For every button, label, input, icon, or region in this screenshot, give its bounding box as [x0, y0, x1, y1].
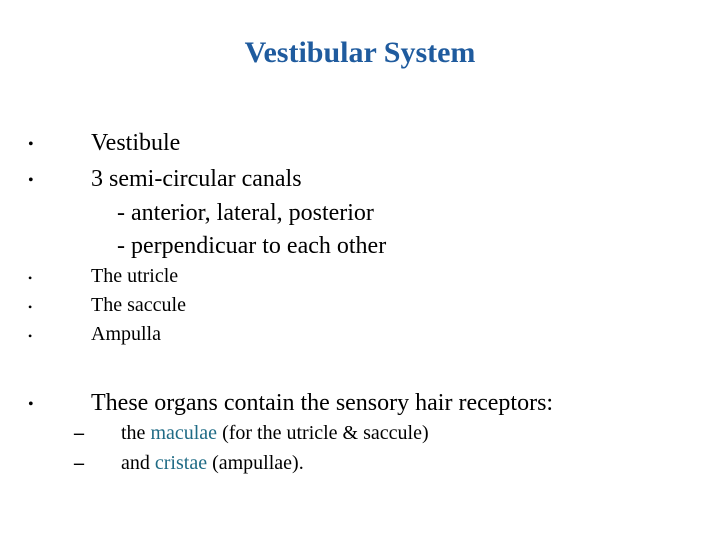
bullet-text: 3 semi-circular canals [91, 166, 302, 192]
subpoint-text: - perpendicuar to each other [117, 233, 387, 259]
term-cristae: cristae [154, 452, 208, 474]
dash-marker: – [74, 422, 84, 444]
detail-text: and cristae (ampullae). [121, 452, 304, 474]
bullet-marker: • [28, 136, 34, 153]
bullet-marker: • [28, 396, 34, 413]
detail-text: the maculae (for the utricle & saccule) [121, 422, 429, 444]
bullet-marker: • [28, 329, 33, 343]
subpoint-text: - anterior, lateral, posterior [117, 200, 374, 226]
slide-title: Vestibular System [244, 36, 476, 69]
dash-marker: – [74, 452, 84, 474]
term-maculae: maculae [150, 422, 218, 444]
bullet-text: The saccule [91, 294, 186, 316]
bullet-text: Ampulla [91, 323, 161, 345]
bullet-text: Vestibule [91, 130, 181, 156]
bullet-marker: • [28, 172, 34, 189]
bullet-marker: • [28, 300, 33, 314]
bullet-text: These organs contain the sensory hair receptors: [91, 390, 554, 416]
bullet-text: The utricle [91, 265, 179, 287]
bullet-marker: • [28, 271, 33, 285]
